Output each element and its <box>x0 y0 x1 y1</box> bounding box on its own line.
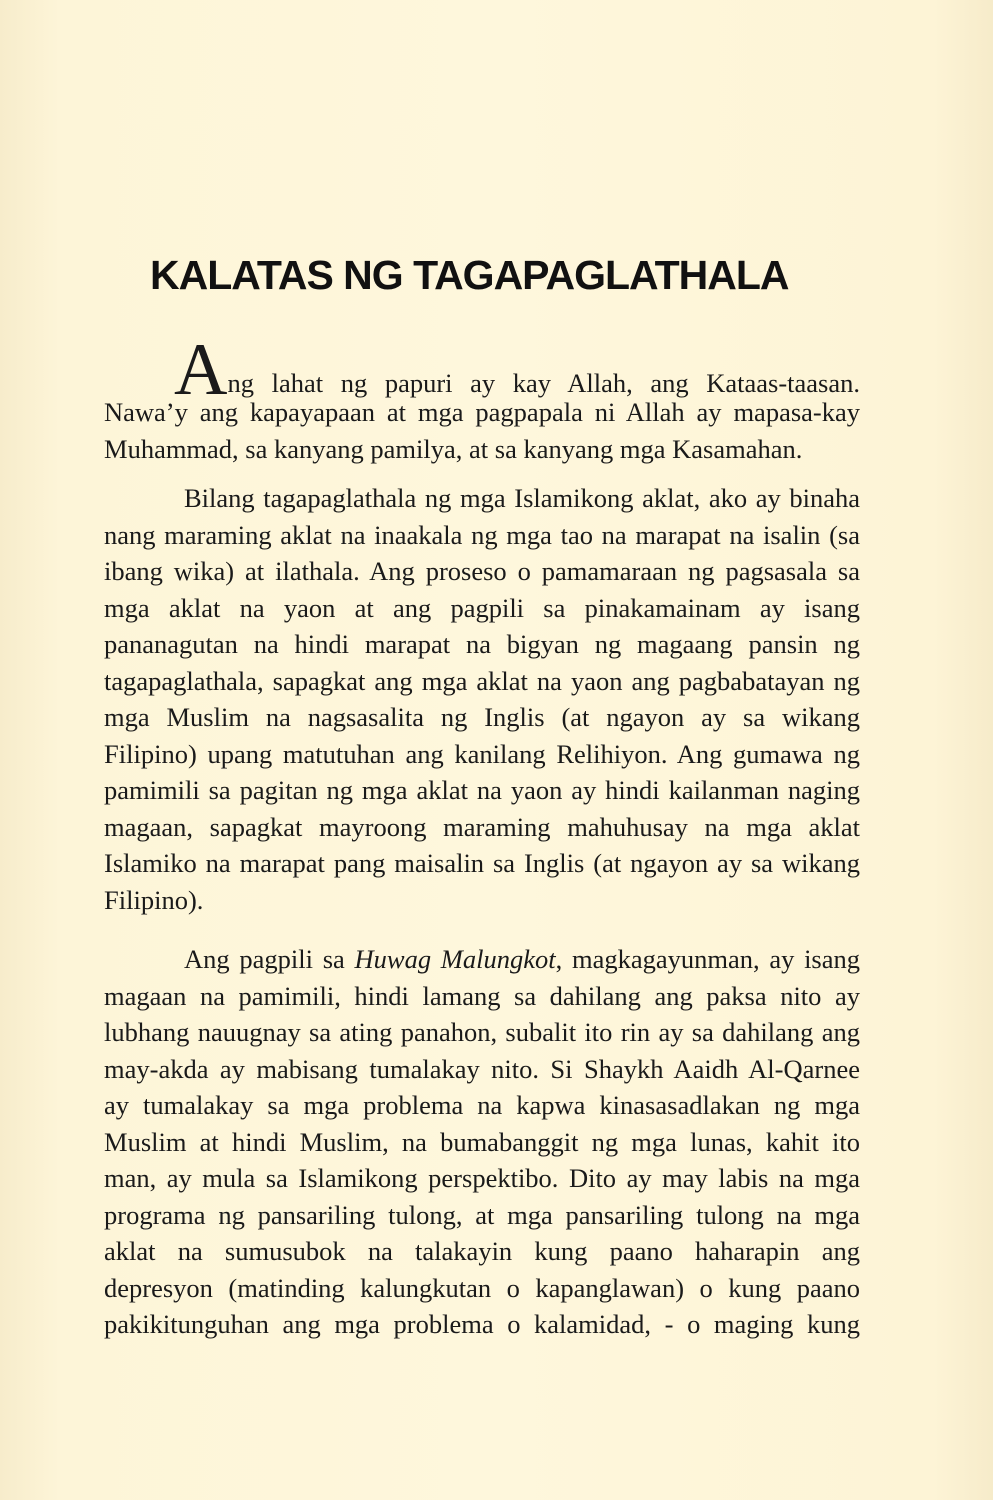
paragraph-1-line-1-text: ng lahat ng papuri ay kay Allah, ang Kataas-taasan. <box>227 368 860 398</box>
paragraph-2-line-5: pananagutan na hindi marapat na bigyan ng magaang pansin ng <box>104 629 860 659</box>
paragraph-2-line-7: mga Muslim na nagsasalita ng Inglis (at ngayon ay sa wikang <box>104 702 860 732</box>
paragraph-3-line-5: ay tumalakay sa mga problema na kapwa kinasasadlakan ng mga <box>104 1090 860 1120</box>
paragraph-2-line-4: mga aklat na yaon at ang pagpili sa pinakamainam ay isang <box>104 592 860 623</box>
paragraph-3-line-11: pakikitunguhan ang mga problema o kalamidad, - o maging kung <box>104 1309 860 1339</box>
paragraph-3-line-2: magaan na pamimili, hindi lamang sa dahilang ang paksa nito ay <box>104 980 860 1011</box>
paragraph-1-line-3: Muhammad, sa kanyang pamilya, at sa kanyang mga Kasamahan. <box>104 433 803 464</box>
paragraph-2-line-6: tagapaglathala, sapagkat ang mga aklat na yaon ang pagbabatayan ng <box>104 665 860 696</box>
paragraph-2-line-12: Filipino). <box>104 884 204 915</box>
paragraph-2-line-1: Bilang tagapaglathala ng mga Islamikong aklat, ako ay binaha <box>184 483 860 513</box>
paragraph-3-line-8: programa ng pansariling tulong, at mga pansariling tulong na mga <box>104 1199 860 1230</box>
paragraph-2-line-10: magaan, sapagkat mayroong maraming mahuhusay na mga aklat <box>104 811 860 842</box>
paragraph-2-line-3: ibang wika) at ilathala. Ang proseso o pamamaraan ng pagsasala sa <box>104 556 860 586</box>
paragraph-2-line-9: pamimili sa pagitan ng mga aklat na yaon ay hindi kailanman naging <box>104 775 860 805</box>
paragraph-1 <box>104 329 860 467</box>
paragraph-1-line-2: Nawa’y ang kapayapaan at mga pagpapala ni Allah ay mapasa-kay <box>104 397 860 427</box>
paragraph-2-line-2: nang maraming aklat na inaakala ng mga tao na marapat na isalin (sa <box>104 519 860 550</box>
paragraph-3-line-3: lubhang nauugnay sa ating panahon, subalit ito rin ay sa dahilang ang <box>104 1017 860 1047</box>
paragraph-3 <box>104 941 860 1343</box>
body-text <box>104 329 861 1343</box>
paragraph-3-line-1-suffix: , magkagayunman, ay isang <box>555 944 861 974</box>
paragraph-3-line-4: may-akda ay mabisang tumalakay nito. Si Shaykh Aaidh Al-Qarnee <box>104 1053 860 1084</box>
paragraph-3-line-9: aklat na sumusubok na talakayin kung paano haharapin ang <box>104 1236 860 1266</box>
paragraph-3-line-1 <box>104 941 860 978</box>
page-title: KALATAS NG TAGAPAGLATHALA <box>150 252 789 298</box>
paragraph-gap <box>104 467 860 480</box>
drop-cap: A <box>174 329 228 411</box>
paragraph-2-line-8: Filipino) upang matutuhan ang kanilang Relihiyon. Ang gumawa ng <box>104 738 860 769</box>
paragraph-2-line-11: Islamiko na marapat pang maisalin sa Inglis (at ngayon ay sa wikang <box>104 848 860 878</box>
paragraph-2 <box>104 480 860 918</box>
paragraph-1-line-1 <box>104 329 860 411</box>
paragraph-gap <box>104 918 860 941</box>
book-title-italic: Huwag Malungkot <box>354 944 556 974</box>
paragraph-3-line-10: depresyon (matinding kalungkutan o kapanglawan) o kung paano <box>104 1272 860 1303</box>
paragraph-3-line-1-prefix: Ang pagpili sa <box>184 944 355 974</box>
paragraph-3-line-6: Muslim at hindi Muslim, na bumabanggit ng mga lunas, kahit ito <box>104 1126 860 1157</box>
paragraph-3-line-7: man, ay mula sa Islamikong perspektibo. Dito ay may labis na mga <box>104 1163 860 1193</box>
